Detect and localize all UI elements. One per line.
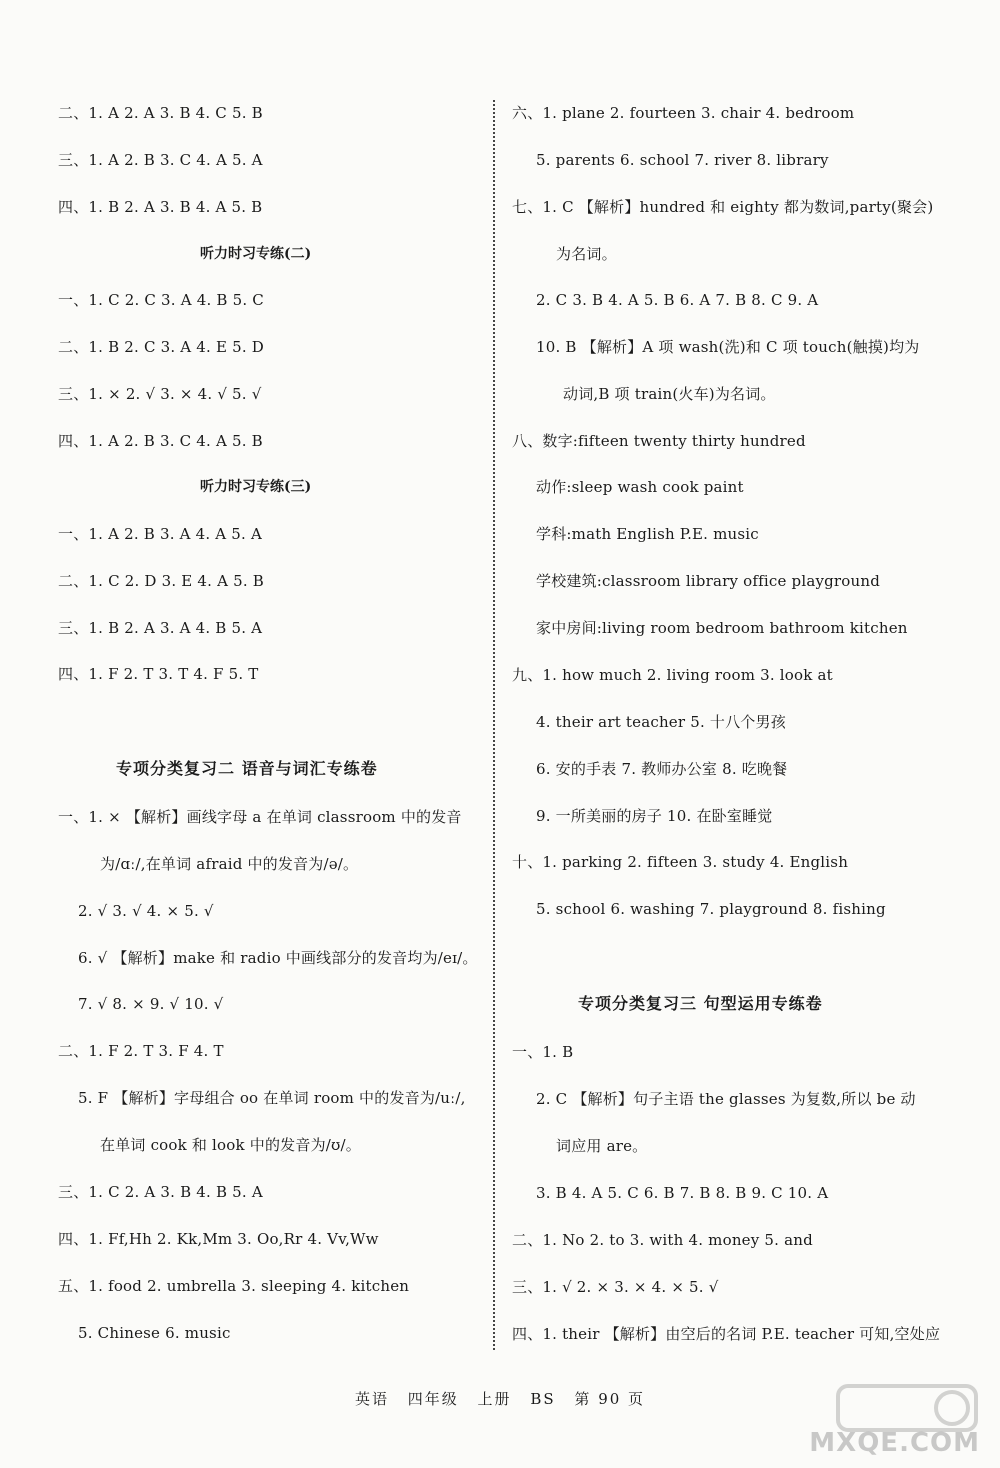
answer-line: 一、1. × 【解析】画线字母 a 在单词 classroom 中的发音 (58, 808, 462, 826)
answer-line: 6. 安的手表 7. 教师办公室 8. 吃晚餐 (536, 760, 788, 778)
answer-line: 三、1. B 2. A 3. A 4. B 5. A (58, 619, 263, 637)
footer-edition: BS (530, 1390, 556, 1408)
answer-line: 十、1. parking 2. fifteen 3. study 4. English (512, 853, 849, 871)
answer-line: 七、1. C 【解析】hundred 和 eighty 都为数词,party(聚会) (512, 198, 934, 216)
answer-line: 四、1. B 2. A 3. B 4. A 5. B (58, 198, 263, 216)
answer-line: 动词,B 项 train(火车)为名词。 (563, 385, 776, 403)
answer-line: 6. √ 【解析】make 和 radio 中画线部分的发音均为/eɪ/。 (78, 949, 478, 967)
answer-line: 四、1. Ff,Hh 2. Kk,Mm 3. Oo,Rr 4. Vv,Ww (58, 1230, 379, 1248)
answer-line: 9. 一所美丽的房子 10. 在卧室睡觉 (536, 807, 773, 825)
answer-line: 二、1. A 2. A 3. B 4. C 5. B (58, 104, 263, 122)
answer-line: 7. √ 8. × 9. √ 10. √ (78, 995, 224, 1013)
answer-line: 在单词 cook 和 look 中的发音为/ʊ/。 (100, 1136, 361, 1154)
answer-line: 5. parents 6. school 7. river 8. library (536, 151, 829, 169)
answer-line: 学科:math English P.E. music (536, 525, 759, 543)
footer-volume: 上册 (477, 1390, 512, 1408)
column-divider (493, 100, 495, 1350)
answer-line: 三、1. √ 2. × 3. × 4. × 5. √ (512, 1278, 719, 1296)
subsection-title: 听力时习专练(三) (200, 479, 312, 495)
answer-line: 四、1. F 2. T 3. T 4. F 5. T (58, 665, 259, 683)
answer-line: 四、1. A 2. B 3. C 4. A 5. B (58, 432, 263, 450)
footer-subject: 英语 (354, 1390, 389, 1408)
answer-line: 三、1. C 2. A 3. B 4. B 5. A (58, 1183, 263, 1201)
answer-line: 五、1. food 2. umbrella 3. sleeping 4. kitchen (58, 1277, 410, 1295)
answer-line: 10. B 【解析】A 项 wash(洗)和 C 项 touch(触摸)均为 (536, 338, 920, 356)
answer-line: 2. C 3. B 4. A 5. B 6. A 7. B 8. C 9. A (536, 291, 819, 309)
answer-line: 一、1. C 2. C 3. A 4. B 5. C (58, 291, 264, 309)
answer-line: 六、1. plane 2. fourteen 3. chair 4. bedroom (512, 104, 855, 122)
answer-line: 5. F 【解析】字母组合 oo 在单词 room 中的发音为/uː/, (78, 1089, 466, 1107)
watermark-text: MXQE.COM (809, 1428, 980, 1458)
answer-line: 学校建筑:classroom library office playground (536, 572, 881, 590)
answer-line: 二、1. B 2. C 3. A 4. E 5. D (58, 338, 264, 356)
answer-line: 3. B 4. A 5. C 6. B 7. B 8. B 9. C 10. A (536, 1184, 829, 1202)
answer-line: 二、1. F 2. T 3. F 4. T (58, 1042, 224, 1060)
answer-line: 4. their art teacher 5. 十八个男孩 (536, 713, 786, 731)
answer-line: 四、1. their 【解析】由空后的名词 P.E. teacher 可知,空处应 (512, 1325, 941, 1343)
answer-line: 词应用 are。 (556, 1137, 648, 1155)
answer-line: 动作:sleep wash cook paint (536, 478, 744, 496)
answer-line: 八、数字:fifteen twenty thirty hundred (512, 432, 806, 450)
answer-line: 家中房间:living room bedroom bathroom kitchen (536, 619, 908, 637)
footer-grade: 四年级 (407, 1390, 459, 1408)
section-title: 专项分类复习二 语音与词汇专练卷 (116, 759, 378, 778)
answer-line: 一、1. B (512, 1043, 574, 1061)
answer-line: 三、1. × 2. √ 3. × 4. √ 5. √ (58, 385, 262, 403)
answer-line: 为/ɑː/,在单词 afraid 中的发音为/ə/。 (100, 855, 359, 873)
answer-line: 为名词。 (556, 245, 617, 263)
answer-line: 一、1. A 2. B 3. A 4. A 5. A (58, 525, 263, 543)
answer-line: 九、1. how much 2. living room 3. look at (512, 666, 833, 684)
answer-line: 2. C 【解析】句子主语 the glasses 为复数,所以 be 动 (536, 1090, 916, 1108)
footer-page: 第 90 页 (574, 1390, 646, 1408)
answer-line: 5. school 6. washing 7. playground 8. fishing (536, 900, 886, 918)
answer-line: 二、1. No 2. to 3. with 4. money 5. and (512, 1231, 813, 1249)
answer-line: 5. Chinese 6. music (78, 1324, 231, 1342)
answer-line: 2. √ 3. √ 4. × 5. √ (78, 902, 214, 920)
subsection-title: 听力时习专练(二) (200, 246, 312, 262)
answer-line: 二、1. C 2. D 3. E 4. A 5. B (58, 572, 264, 590)
answer-line: 三、1. A 2. B 3. C 4. A 5. A (58, 151, 263, 169)
section-title: 专项分类复习三 句型运用专练卷 (578, 994, 823, 1013)
